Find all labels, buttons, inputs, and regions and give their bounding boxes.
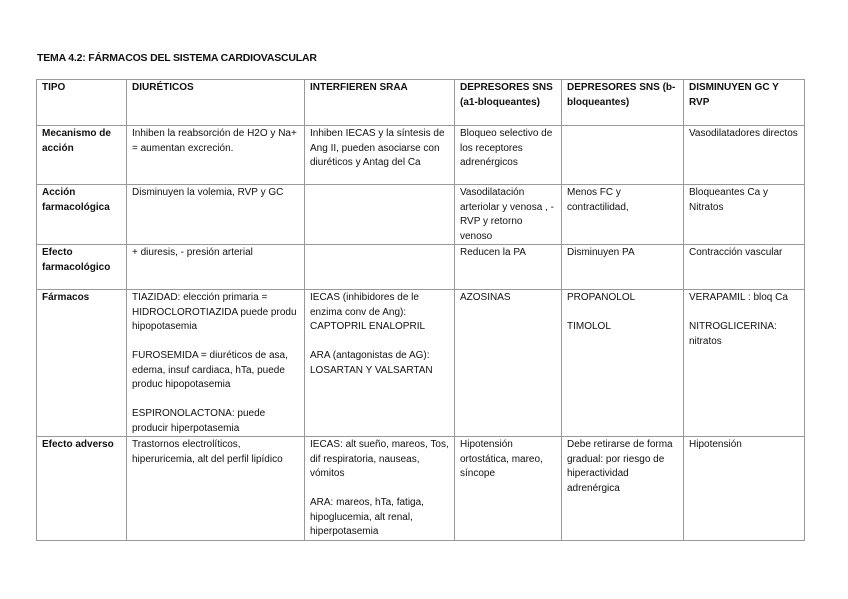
table-cell: [684, 185, 805, 245]
cell-paragraph: Trastornos electrolíticos, hiperuricemia, alt del perfil lipídico: [132, 439, 283, 465]
cell-paragraph: Bloqueantes Ca y Nitratos: [689, 187, 768, 213]
cell-paragraph: ARA: mareos, hTa, fatiga, hipoglucemia, alt renal, hiperpotasemia: [310, 497, 424, 537]
row-label: Mecanismo de acción: [37, 126, 127, 185]
cell-paragraph: + diuresis, - presión arterial: [132, 247, 253, 258]
cell-paragraph: Debe retirarse de forma gradual: por riesgo de hiperactividad adrenérgica: [567, 439, 673, 494]
cell-paragraph: Disminuyen la volemia, RVP y GC: [132, 187, 284, 198]
table-row: [37, 437, 805, 541]
cell-paragraph: Disminuyen PA: [567, 247, 635, 258]
cell-paragraph: Inhiben IECAS y la síntesis de Ang II, pueden asociarse con diuréticos y Antag del Ca: [310, 128, 445, 168]
cell-paragraph: NITROGLICERINA: nitratos: [689, 321, 777, 347]
table-cell: [127, 290, 305, 437]
table-cell: [455, 437, 562, 541]
header-b-bloqueantes: DEPRESORES SNS (b-bloqueantes): [562, 80, 684, 126]
table-cell: [562, 245, 684, 290]
table-row: [37, 245, 805, 290]
cell-paragraph: Contracción vascular: [689, 247, 783, 258]
table-cell: [562, 126, 684, 185]
table-cell: [455, 185, 562, 245]
header-row: [37, 80, 805, 126]
cell-paragraph: TIMOLOL: [567, 321, 611, 332]
cell-paragraph: Inhiben la reabsorción de H2O y Na+ = aumentan excreción.: [132, 128, 297, 154]
cell-paragraph: FUROSEMIDA = diuréticos de asa, edema, insuf cardiaca, hTa, puede produc hipopotasemia: [132, 350, 288, 390]
header-diureticos: DIURÉTICOS: [127, 80, 305, 126]
cell-paragraph: Menos FC y contractilidad,: [567, 187, 629, 213]
table-row: [37, 290, 805, 437]
cell-paragraph: VERAPAMIL : bloq Ca: [689, 292, 788, 303]
row-label: Efecto adverso: [37, 437, 127, 541]
table-cell: [127, 185, 305, 245]
table-cell: [455, 126, 562, 185]
cell-paragraph: Vasodilatación arteriolar y venosa , - RVP y retorno venoso: [460, 187, 554, 242]
row-label: Acción farmacológica: [37, 185, 127, 245]
cell-paragraph: IECAS: alt sueño, mareos, Tos, dif respiratoria, nauseas, vómitos: [310, 439, 449, 479]
cell-paragraph: Bloqueo selectivo de los receptores adrenérgicos: [460, 128, 553, 168]
header-gc-rvp: DISMINUYEN GC Y RVP: [684, 80, 805, 126]
header-a1-bloqueantes: DEPRESORES SNS (a1-bloqueantes): [455, 80, 562, 126]
table-cell: [127, 126, 305, 185]
header-tipo: TIPO: [37, 80, 127, 126]
row-label: Efecto farmacológico: [37, 245, 127, 290]
table-cell: [127, 437, 305, 541]
document-title: TEMA 4.2: FÁRMACOS DEL SISTEMA CARDIOVASCULAR: [37, 52, 317, 64]
table-cell: [305, 437, 455, 541]
table-cell: [684, 126, 805, 185]
cell-paragraph: AZOSINAS: [460, 292, 511, 303]
row-label: Fármacos: [37, 290, 127, 437]
table-cell: [562, 185, 684, 245]
cell-paragraph: PROPANOLOL: [567, 292, 636, 303]
cell-paragraph: Hipotensión: [689, 439, 742, 450]
table-row: [37, 185, 805, 245]
cell-paragraph: TIAZIDAD: elección primaria = HIDROCLOROTIAZIDA puede produ hipopotasemia: [132, 292, 297, 332]
cell-paragraph: ESPIRONOLACTONA: puede producir hiperpotasemia: [132, 408, 266, 434]
table-cell: [684, 290, 805, 437]
table-cell: [562, 290, 684, 437]
table-cell: [305, 185, 455, 245]
table-row: [37, 126, 805, 185]
table-cell: [305, 290, 455, 437]
cell-paragraph: ARA (antagonistas de AG): LOSARTAN Y VALSARTAN: [310, 350, 433, 376]
table-cell: [305, 245, 455, 290]
table-cell: [127, 245, 305, 290]
cell-paragraph: Vasodilatadores directos: [689, 128, 798, 139]
cell-paragraph: Hipotensión ortostática, mareo, síncope: [460, 439, 543, 479]
cell-paragraph: IECAS (inhibidores de le enzima conv de Ang): CAPTOPRIL ENALOPRIL: [310, 292, 426, 332]
table-cell: [305, 126, 455, 185]
drug-table: [36, 79, 805, 541]
table-cell: [455, 290, 562, 437]
table-cell: [455, 245, 562, 290]
header-sraa: INTERFIEREN SRAA: [305, 80, 455, 126]
table-cell: [684, 245, 805, 290]
table-cell: [684, 437, 805, 541]
table-cell: [562, 437, 684, 541]
cell-paragraph: Reducen la PA: [460, 247, 526, 258]
